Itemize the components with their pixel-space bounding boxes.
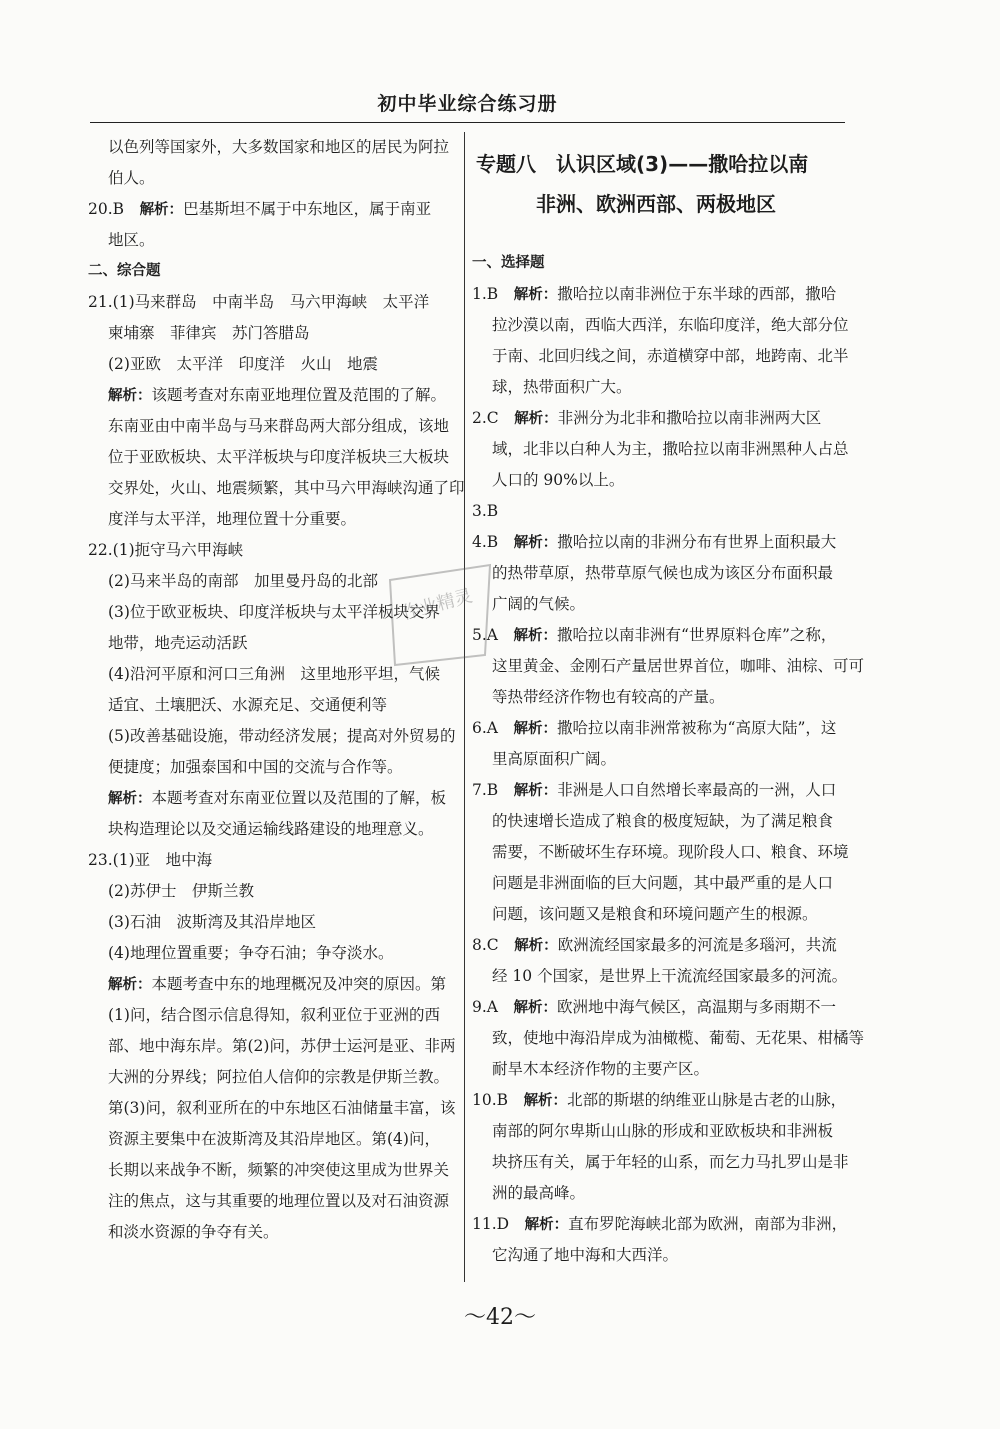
answer-item bbox=[472, 713, 848, 744]
chapter-title-line-1: 专题八 认识区域(3)——撒哈拉以南 bbox=[476, 152, 809, 176]
analysis-line: 问题，该问题又是粮食和环境问题产生的根源。 bbox=[492, 905, 818, 923]
analysis-text: 巴基斯坦不属于中东地区，属于南亚 bbox=[183, 200, 432, 218]
analysis-label: 解析： bbox=[108, 977, 152, 993]
analysis-label: 解析： bbox=[523, 1093, 568, 1109]
analysis-line: 致，使地中海沿岸成为油橄榄、葡萄、无花果、柑橘等 bbox=[492, 1029, 865, 1047]
question-number: 6. bbox=[472, 719, 487, 737]
answer-line: (2)马来半岛的南部 加里曼丹岛的北部 bbox=[108, 572, 378, 590]
analysis-line: 南部的阿尔卑斯山山脉的形成和亚欧板块和非洲板 bbox=[492, 1122, 834, 1140]
answer-letter: A bbox=[486, 998, 498, 1016]
answer-line: 地带，地壳运动活跃 bbox=[108, 634, 248, 652]
answer-line: 便捷度；加强泰国和中国的交流与合作等。 bbox=[108, 758, 403, 776]
analysis-line: 耐旱木本经济作物的主要产区。 bbox=[492, 1060, 710, 1078]
column-divider bbox=[464, 132, 465, 1282]
analysis-line: 第(3)问，叙利亚所在的中东地区石油储量丰富，该 bbox=[108, 1099, 456, 1117]
answer-item bbox=[472, 403, 848, 434]
answer-letter: B bbox=[486, 781, 499, 799]
chapter-title-line-2: 非洲、欧洲西部、两极地区 bbox=[536, 192, 776, 216]
watermark-stamp bbox=[380, 560, 500, 670]
analysis-label: 解析： bbox=[108, 791, 152, 807]
answer-item bbox=[472, 527, 848, 558]
analysis-line: 块构造理论以及交通运输线路建设的地理意义。 bbox=[108, 820, 434, 838]
section-heading: 一、选择题 bbox=[472, 255, 545, 271]
answer-letter: B bbox=[486, 285, 499, 303]
question-number: 4. bbox=[472, 533, 487, 551]
analysis-line: 块挤压有关，属于年轻的山系，而乞力马扎罗山是非 bbox=[492, 1153, 849, 1171]
analysis-label: 解析： bbox=[513, 1000, 558, 1016]
answer-line: 柬埔寨 菲律宾 苏门答腊岛 bbox=[108, 324, 310, 342]
question-number: 8. bbox=[472, 936, 487, 954]
question-number: 21. bbox=[88, 293, 113, 311]
analysis-line: 交界处，火山、地震频繁，其中马六甲海峡沟通了印 bbox=[108, 479, 465, 497]
analysis-line: 位于亚欧板块、太平洋板块与印度洋板块三大板块 bbox=[108, 448, 450, 466]
answer-text: (1)扼守马六甲海峡 bbox=[112, 541, 244, 559]
analysis-label: 解析： bbox=[514, 938, 558, 954]
answer-line: (2)亚欧 太平洋 印度洋 火山 地震 bbox=[108, 355, 378, 373]
answer-item bbox=[472, 992, 848, 1023]
answer-line: (3)石油 波斯湾及其沿岸地区 bbox=[108, 913, 316, 931]
analysis-text: 撒哈拉以南的非洲分布有世界上面积最大 bbox=[557, 533, 837, 551]
page-header bbox=[90, 86, 845, 123]
header-title: 初中毕业综合练习册 bbox=[377, 93, 558, 115]
analysis-line: 球，热带面积广大。 bbox=[492, 378, 632, 396]
analysis-line: 注的焦点，这与其重要的地理位置以及对石油资源 bbox=[108, 1192, 450, 1210]
answer-letter: C bbox=[486, 409, 499, 427]
question-21 bbox=[88, 287, 458, 318]
answer-item bbox=[472, 930, 848, 961]
analysis-label: 解析： bbox=[108, 388, 152, 404]
answer-letter: B bbox=[112, 200, 125, 218]
answer-line: (4)地理位置重要；争夺石油；争夺淡水。 bbox=[108, 944, 394, 962]
answer-line: (2)苏伊士 伊斯兰教 bbox=[108, 882, 254, 900]
text-line: 伯人。 bbox=[108, 169, 155, 187]
analysis-line: 东南亚由中南半岛与马来群岛两大部分组成，该地 bbox=[108, 417, 450, 435]
analysis-line: 的快速增长造成了粮食的极度短缺，为了满足粮食 bbox=[492, 812, 834, 830]
stamp-text: 作业精灵 bbox=[399, 585, 475, 625]
analysis-text: 非洲是人口自然增长率最高的一洲，人口 bbox=[557, 781, 837, 799]
analysis-line: 域，北非以白种人为主，撒哈拉以南非洲黑种人占总 bbox=[492, 440, 849, 458]
analysis-line: 部、地中海东岸。第(2)问，苏伊士运河是亚、非两 bbox=[108, 1037, 456, 1055]
analysis-label: 解析： bbox=[513, 535, 558, 551]
analysis-line: 的热带草原，热带草原气候也成为该区分布面积最 bbox=[492, 564, 834, 582]
text-line: 以色列等国家外，大多数国家和地区的居民为阿拉 bbox=[108, 138, 450, 156]
analysis-line: 里高原面积广阔。 bbox=[492, 750, 617, 768]
answer-item bbox=[472, 775, 848, 806]
answer-item bbox=[472, 279, 848, 310]
question-number: 10. bbox=[472, 1091, 497, 1109]
question-number: 20. bbox=[88, 200, 113, 218]
analysis-line bbox=[88, 380, 458, 411]
analysis-line: 等热带经济作物也有较高的产量。 bbox=[492, 688, 725, 706]
page-number: ～42～ bbox=[464, 1305, 536, 1330]
question-number: 2. bbox=[472, 409, 487, 427]
answer-text: (1)马来群岛 中南半岛 马六甲海峡 太平洋 bbox=[112, 293, 430, 311]
question-number: 22. bbox=[88, 541, 113, 559]
right-column bbox=[472, 132, 865, 1271]
analysis-label: 解析： bbox=[514, 411, 558, 427]
analysis-text: 撒哈拉以南非洲位于东半球的西部，撒哈 bbox=[557, 285, 837, 303]
answer-letter: A bbox=[486, 626, 498, 644]
question-number: 23. bbox=[88, 851, 113, 869]
analysis-text: 欧洲地中海气候区，高温期与多雨期不一 bbox=[557, 998, 837, 1016]
analysis-text: 非洲分为北非和撒哈拉以南非洲两大区 bbox=[557, 409, 822, 427]
answer-line: (3)位于欧亚板块、印度洋板块与太平洋板块交界 bbox=[108, 603, 440, 621]
analysis-line: 需要，不断破坏生存环境。现阶段人口、粮食、环境 bbox=[492, 843, 849, 861]
question-23 bbox=[88, 845, 458, 876]
analysis-label: 解析： bbox=[513, 721, 558, 737]
question-number: 1. bbox=[472, 285, 487, 303]
analysis-text: 本题考查对东南亚位置以及范围的了解，板 bbox=[151, 789, 447, 807]
analysis-line: 长期以来战争不断，频繁的冲突使这里成为世界关 bbox=[108, 1161, 450, 1179]
question-number: 11. bbox=[472, 1215, 497, 1233]
analysis-line: 人口的 90%以上。 bbox=[492, 471, 625, 489]
analysis-line: 拉沙漠以南，西临大西洋，东临印度洋，绝大部分位 bbox=[492, 316, 849, 334]
analysis-label: 解析： bbox=[513, 287, 558, 303]
text-line: 地区。 bbox=[108, 231, 155, 249]
analysis-line: 它沟通了地中海和大西洋。 bbox=[492, 1246, 679, 1264]
analysis-line: 度洋与太平洋，地理位置十分重要。 bbox=[108, 510, 357, 528]
analysis-line: 经 10 个国家，是世界上干流流经国家最多的河流。 bbox=[492, 967, 848, 985]
analysis-label: 解析： bbox=[513, 628, 558, 644]
answer-letter: B bbox=[486, 533, 499, 551]
analysis-label: 解析： bbox=[524, 1217, 569, 1233]
answer-line: (4)沿河平原和河口三角洲 这里地形平坦，气候 bbox=[108, 665, 440, 683]
analysis-line: (1)问，结合图示信息得知，叙利亚位于亚洲的西 bbox=[108, 1006, 440, 1024]
analysis-line: 问题是非洲面临的巨大问题，其中最严重的是人口 bbox=[492, 874, 834, 892]
analysis-line bbox=[88, 783, 458, 814]
analysis-line: 这里黄金、金刚石产量居世界首位，咖啡、油棕、可可 bbox=[492, 657, 865, 675]
analysis-line: 和淡水资源的争夺有关。 bbox=[108, 1223, 279, 1241]
question-number: 7. bbox=[472, 781, 487, 799]
question-number: 5. bbox=[472, 626, 487, 644]
left-column bbox=[88, 132, 465, 1248]
section-heading: 二、综合题 bbox=[88, 263, 161, 279]
answer-text: (1)亚 地中海 bbox=[112, 851, 213, 869]
answer-letter: D bbox=[496, 1215, 510, 1233]
answer-list bbox=[472, 279, 865, 1271]
analysis-line: 于南、北回归线之间，赤道横穿中部，地跨南、北半 bbox=[492, 347, 849, 365]
answer-item bbox=[472, 496, 848, 527]
answer-item bbox=[472, 620, 848, 651]
answer-letter: B bbox=[496, 1091, 509, 1109]
analysis-text: 该题考查对东南亚地理位置及范围的了解。 bbox=[151, 386, 447, 404]
analysis-text: 撒哈拉以南非洲常被称为“高原大陆”，这 bbox=[557, 719, 837, 737]
answer-letter: B bbox=[486, 502, 499, 520]
analysis-label: 解析： bbox=[139, 202, 184, 218]
answer-item bbox=[472, 1085, 848, 1116]
analysis-line: 资源主要集中在波斯湾及其沿岸地区。第(4)问， bbox=[108, 1130, 440, 1148]
question-20 bbox=[88, 194, 458, 225]
question-number: 3. bbox=[472, 502, 487, 520]
analysis-line bbox=[88, 969, 458, 1000]
spacer bbox=[472, 224, 848, 248]
answer-letter: C bbox=[486, 936, 499, 954]
analysis-line: 大洲的分界线；阿拉伯人信仰的宗教是伊斯兰教。 bbox=[108, 1068, 450, 1086]
analysis-line: 洲的最高峰。 bbox=[492, 1184, 586, 1202]
analysis-line: 广阔的气候。 bbox=[492, 595, 586, 613]
answer-line: (5)改善基础设施，带动经济发展；提高对外贸易的 bbox=[108, 727, 456, 745]
analysis-text: 撒哈拉以南非洲有“世界原料仓库”之称， bbox=[557, 626, 837, 644]
analysis-text: 北部的斯堪的纳维亚山脉是古老的山脉， bbox=[567, 1091, 847, 1109]
question-number: 9. bbox=[472, 998, 487, 1016]
answer-letter: A bbox=[486, 719, 498, 737]
analysis-text: 欧洲流经国家最多的河流是多瑙河，共流 bbox=[557, 936, 837, 954]
answer-line: 适宜、土壤肥沃、水源充足、交通便利等 bbox=[108, 696, 388, 714]
answer-item bbox=[472, 1209, 848, 1240]
analysis-text: 本题考查中东的地理概况及冲突的原因。第 bbox=[151, 975, 447, 993]
analysis-label: 解析： bbox=[513, 783, 558, 799]
analysis-text: 直布罗陀海峡北部为欧洲，南部为非洲， bbox=[568, 1215, 848, 1233]
